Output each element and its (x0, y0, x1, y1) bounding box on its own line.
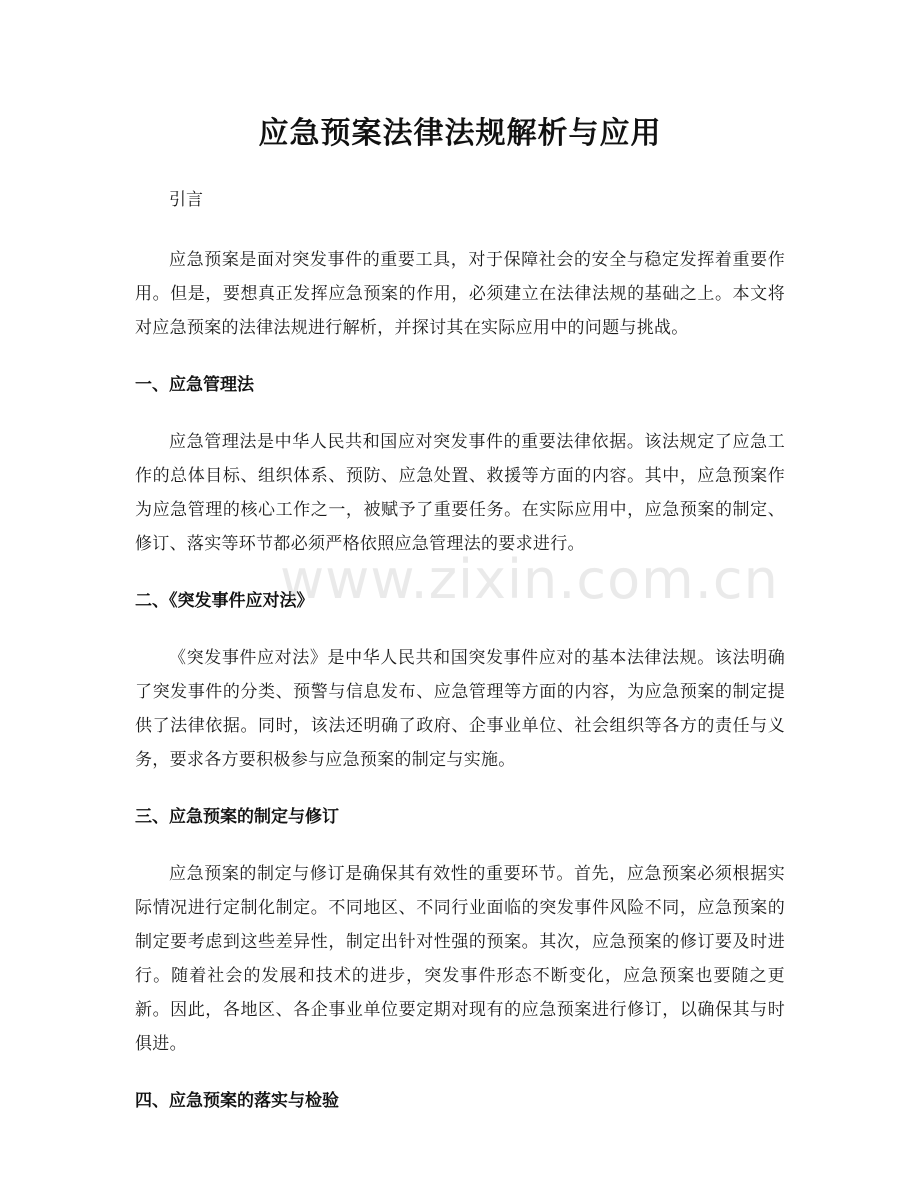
intro-paragraph: 应急预案是面对突发事件的重要工具，对于保障社会的安全与稳定发挥着重要作用。但是，要想真正发挥应急预案的作用，必须建立在法律法规的基础之上。本文将对应急预案的法律法规进行解析，并探讨其在实际应用中的问题与挑战。 (135, 250, 785, 338)
section-heading-2: 二、《突发事件应对法》 (135, 591, 314, 611)
watermark: www.zixin.com.cn (280, 548, 779, 611)
document-title: 应急预案法律法规解析与应用 (258, 116, 662, 151)
section-paragraph-1: 应急管理法是中华人民共和国应对突发事件的重要法律依据。该法规定了应急工作的总体目标、组织体系、预防、应急处置、救援等方面的内容。其中，应急预案作为应急管理的核心工作之一，被赋予了重要任务。在实际应用中，应急预案的制定、修订、落实等环节都必须严格依照应急管理法的要求进行。 (135, 432, 785, 554)
section-heading-3: 三、应急预案的制定与修订 (135, 807, 339, 827)
intro-label: 引言 (169, 190, 203, 210)
section-heading-4: 四、应急预案的落实与检验 (135, 1091, 339, 1111)
section-paragraph-2: 《突发事件应对法》是中华人民共和国突发事件应对的基本法律法规。该法明确了突发事件的分类、预警与信息发布、应急管理等方面的内容，为应急预案的制定提供了法律依据。同时，该法还明确了政府、企事业单位、社会组织等各方的责任与义务，要求各方要积极参与应急预案的制定与实施。 (135, 648, 785, 770)
section-heading-1: 一、应急管理法 (135, 375, 254, 395)
section-paragraph-3: 应急预案的制定与修订是确保其有效性的重要环节。首先，应急预案必须根据实际情况进行定制化制定。不同地区、不同行业面临的突发事件风险不同，应急预案的制定要考虑到这些差异性，制定出针对性强的预案。其次，应急预案的修订要及时进行。随着社会的发展和技术的进步，突发事件形态不断变化，应急预案也要随之更新。因此，各地区、各企事业单位要定期对现有的应急预案进行修订，以确保其与时俱进。 (135, 864, 785, 1054)
document-body (135, 183, 785, 1141)
